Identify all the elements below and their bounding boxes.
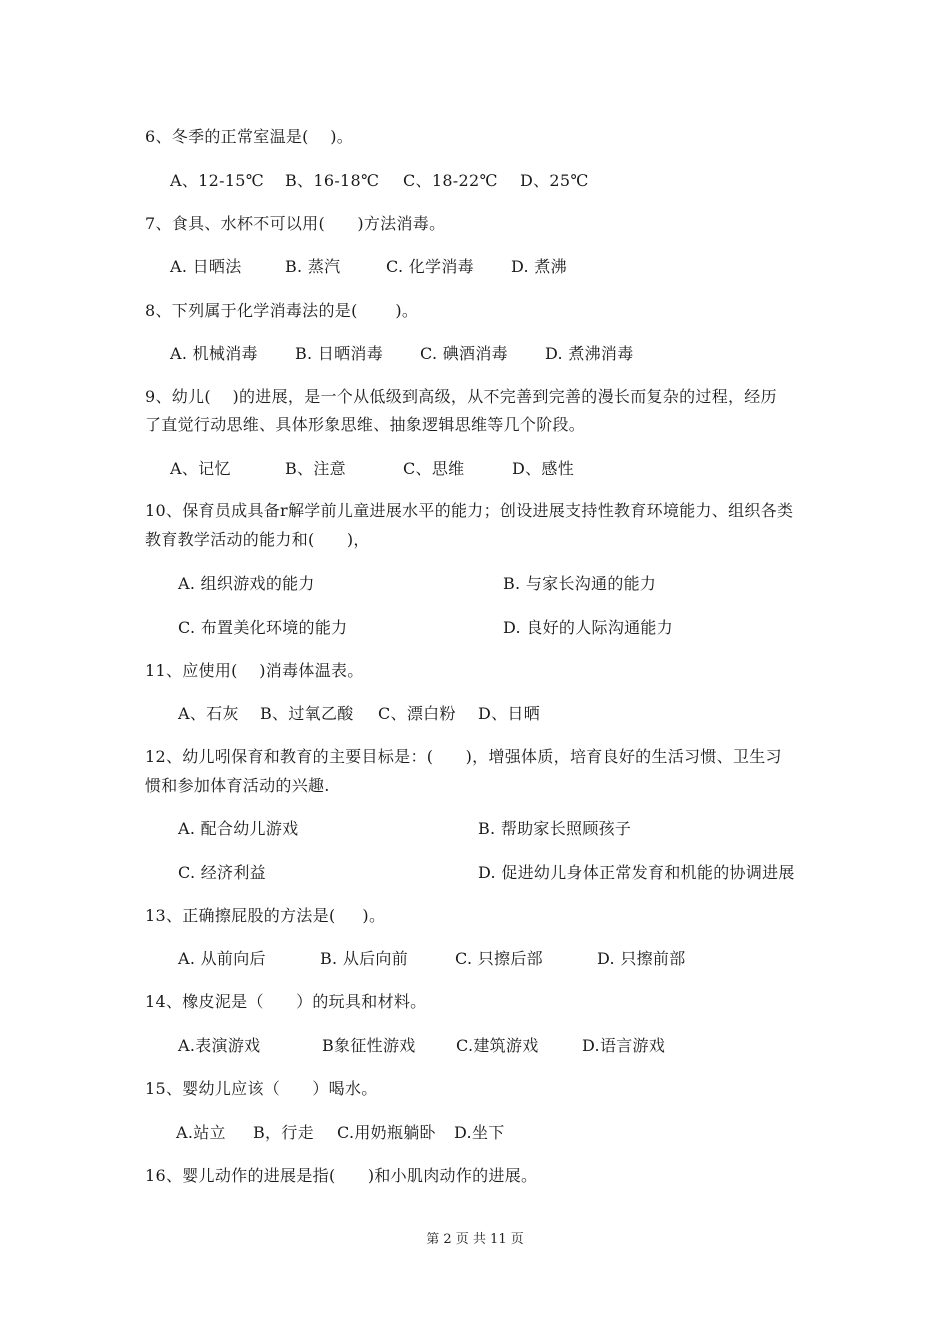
- option-b: B. 帮助家长照顾孩子: [478, 819, 632, 838]
- page-footer: 第 2 页 共 11 页: [426, 1232, 524, 1247]
- question-6: 6、冬季的正常室温是( )。: [145, 127, 354, 146]
- option-b: B、过氧乙酸: [260, 704, 354, 723]
- option-c: C. 布置美化环境的能力: [178, 618, 348, 637]
- option-c: C.建筑游戏: [456, 1036, 539, 1055]
- option-d: D、25℃: [520, 171, 589, 190]
- option-c: C、思维: [403, 459, 465, 478]
- question-9-line-1: 9、幼儿( )的进展，是一个从低级到高级，从不完善到完善的漫长而复杂的过程，经历: [145, 387, 777, 406]
- option-a: A、石灰: [178, 704, 239, 723]
- question-11: 11、应使用( )消毒体温表。: [145, 661, 364, 680]
- question-8: 8、下列属于化学消毒法的是( )。: [145, 301, 419, 320]
- option-a: A. 日晒法: [170, 257, 242, 276]
- option-a: A.表演游戏: [178, 1036, 261, 1055]
- question-16: 16、婴儿动作的进展是指( )和小肌肉动作的进展。: [145, 1166, 538, 1185]
- option-a: A、记忆: [170, 459, 231, 478]
- option-b: B、注意: [285, 459, 346, 478]
- option-c: C. 化学消毒: [386, 257, 474, 276]
- option-c: C、漂白粉: [378, 704, 456, 723]
- option-d: D.语言游戏: [582, 1036, 666, 1055]
- option-b: B. 与家长沟通的能力: [503, 574, 657, 593]
- option-b: B、16-18℃: [285, 171, 380, 190]
- question-10-line-2: 教育教学活动的能力和( )，: [145, 530, 370, 549]
- option-b: B. 从后向前: [320, 949, 409, 968]
- question-14: 14、橡皮泥是（ ）的玩具和材料。: [145, 992, 427, 1011]
- option-b: B，行走: [253, 1123, 314, 1142]
- option-a: A. 机械消毒: [170, 344, 258, 363]
- option-b: B. 日晒消毒: [295, 344, 384, 363]
- option-b: B. 蒸汽: [285, 257, 341, 276]
- option-a: A.站立: [176, 1123, 226, 1142]
- question-7: 7、食具、水杯不可以用( )方法消毒。: [145, 214, 446, 233]
- option-d: D.坐下: [454, 1123, 505, 1142]
- option-d: D. 促进幼儿身体正常发育和机能的协调进展: [478, 863, 795, 882]
- option-b: B象征性游戏: [322, 1036, 416, 1055]
- option-a: A. 组织游戏的能力: [178, 574, 315, 593]
- option-a: A. 配合幼儿游戏: [178, 819, 299, 838]
- option-c: C. 只擦后部: [455, 949, 543, 968]
- option-d: D. 只擦前部: [597, 949, 686, 968]
- option-c: C. 碘酒消毒: [420, 344, 508, 363]
- option-d: D. 良好的人际沟通能力: [503, 618, 674, 637]
- option-d: D. 煮沸消毒: [545, 344, 634, 363]
- question-13: 13、正确擦屁股的方法是( )。: [145, 906, 386, 925]
- question-15: 15、婴幼儿应该（ ）喝水。: [145, 1079, 378, 1098]
- option-a: A、12-15℃: [170, 171, 264, 190]
- option-c: C.用奶瓶躺卧: [337, 1123, 436, 1142]
- question-10-line-1: 10、保育员成具备r解学前儿童进展水平的能力；创设进展支持性教育环境能力、组织各类: [145, 501, 794, 520]
- question-12-line-1: 12、幼儿吲保育和教育的主要目标是：( )，增强体质，培育良好的生活习惯、卫生习: [145, 747, 782, 766]
- option-c: C、18-22℃: [403, 171, 498, 190]
- question-9-line-2: 了直觉行动思维、具体形象思维、抽象逻辑思维等几个阶段。: [145, 415, 586, 434]
- option-a: A. 从前向后: [178, 949, 266, 968]
- option-d: D、感性: [512, 459, 575, 478]
- option-d: D、日晒: [478, 704, 541, 723]
- option-c: C. 经济利益: [178, 863, 266, 882]
- option-d: D. 煮沸: [511, 257, 567, 276]
- question-12-line-2: 惯和参加体育活动的兴趣.: [145, 776, 330, 795]
